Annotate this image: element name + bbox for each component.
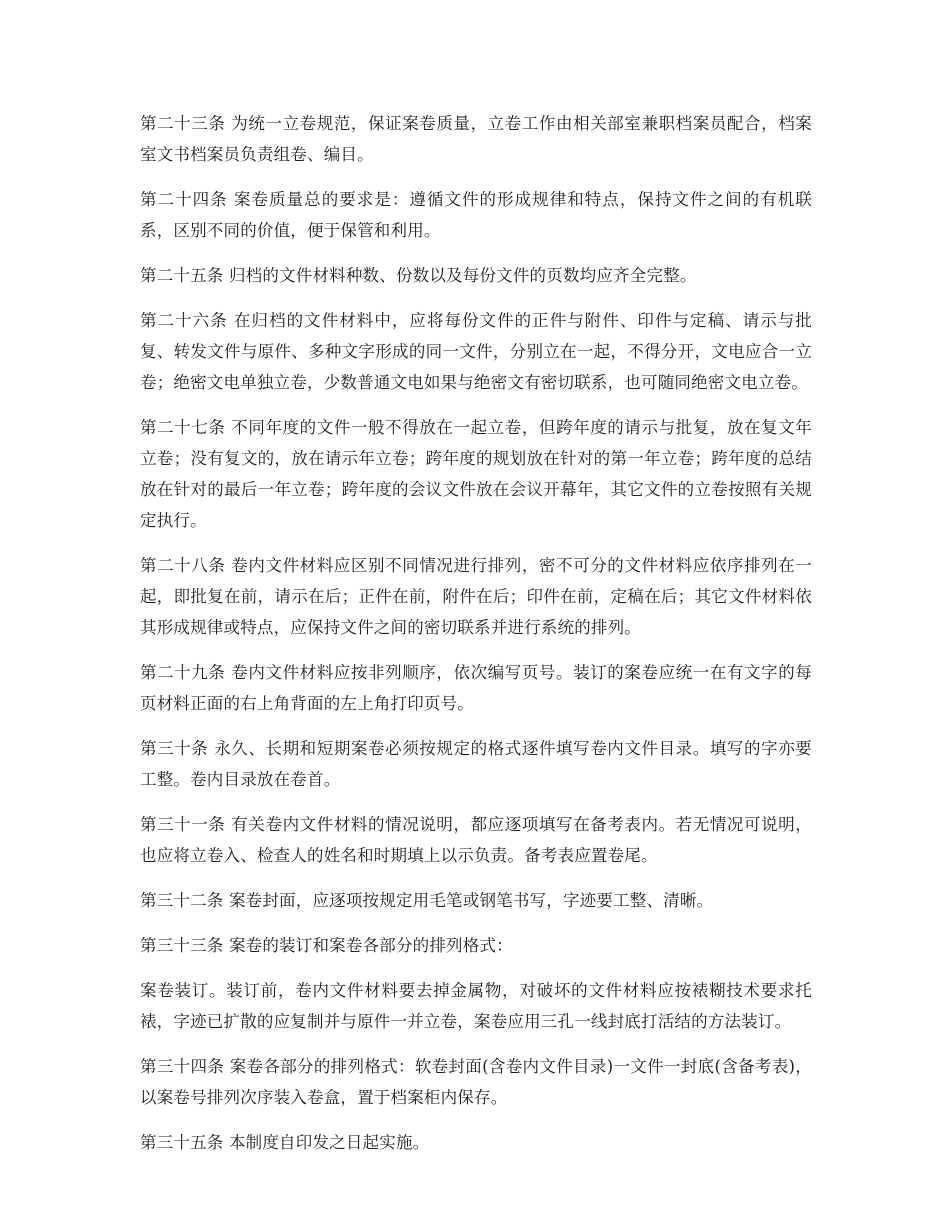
article-34: 第三十四条 案卷各部分的排列格式：软卷封面(含卷内文件目录)一文件一封底(含备考表)，以案卷号排列次序装入卷盒，置于档案柜内保存。 — [140, 1057, 812, 1107]
article-32: 第三十二条 案卷封面，应逐项按规定用毛笔或钢笔书写，字迹要工整、清晰。 — [140, 891, 714, 910]
article-25: 第二十五条 归档的文件材料种数、份数以及每份文件的页数均应齐全完整。 — [140, 266, 697, 285]
article-33-binding: 案卷装订。装订前，卷内文件材料要去掉金属物，对破坏的文件材料应按裱糊技术要求托裱，字迹已扩散的应复制并与原件一并立卷，案卷应用三孔一线封底打活结的方法装订。 — [140, 981, 812, 1031]
article-28: 第二十八条 卷内文件材料应区别不同情况进行排列，密不可分的文件材料应依序排列在一起，即批复在前，请示在后；正件在前，附件在后；印件在前，定稿在后；其它文件材料依其形成规律或特点，应保持文件之间的密切联系并进行系统的排列。 — [140, 556, 812, 637]
article-23: 第二十三条 为统一立卷规范，保证案卷质量，立卷工作由相关部室兼职档案员配合，档案室文书档案员负责组卷、编目。 — [140, 114, 812, 164]
article-35: 第三十五条 本制度自印发之日起实施。 — [140, 1133, 430, 1152]
article-31: 第三十一条 有关卷内文件材料的情况说明，都应逐项填写在备考表内。若无情况可说明，也应将立卷入、检查人的姓名和时期填上以示负责。备考表应置卷尾。 — [140, 815, 812, 865]
article-27: 第二十七条 不同年度的文件一般不得放在一起立卷，但跨年度的请示与批复，放在复文年立卷；没有复文的，放在请示年立卷；跨年度的规划放在针对的第一年立卷；跨年度的总结放在针对的最后一年立卷；跨年度的会议文件放在会议开幕年，其它文件的立卷按照有关规定执行。 — [140, 418, 812, 530]
article-26: 第二十六条 在归档的文件材料中，应将每份文件的正件与附件、印件与定稿、请示与批复、转发文件与原件、多种文字形成的同一文件，分别立在一起，不得分开，文电应合一立卷；绝密文电单独立卷，少数普通文电如果与绝密文有密切联系，也可随同绝密文电立卷。 — [140, 311, 812, 392]
article-29: 第二十九条 卷内文件材料应按非列顺序，依次编写页号。装订的案卷应统一在有文字的每页材料正面的右上角背面的左上角打印页号。 — [140, 663, 812, 713]
article-33: 第三十三条 案卷的装订和案卷各部分的排列格式： — [140, 936, 513, 955]
document-body — [140, 108, 812, 1172]
article-24: 第二十四条 案卷质量总的要求是：遵循文件的形成规律和特点，保持文件之间的有机联系，区别不同的价值，便于保管和利用。 — [140, 190, 812, 240]
article-30: 第三十条 永久、长期和短期案卷必须按规定的格式逐件填写卷内文件目录。填写的字亦要工整。卷内目录放在卷首。 — [140, 739, 812, 789]
